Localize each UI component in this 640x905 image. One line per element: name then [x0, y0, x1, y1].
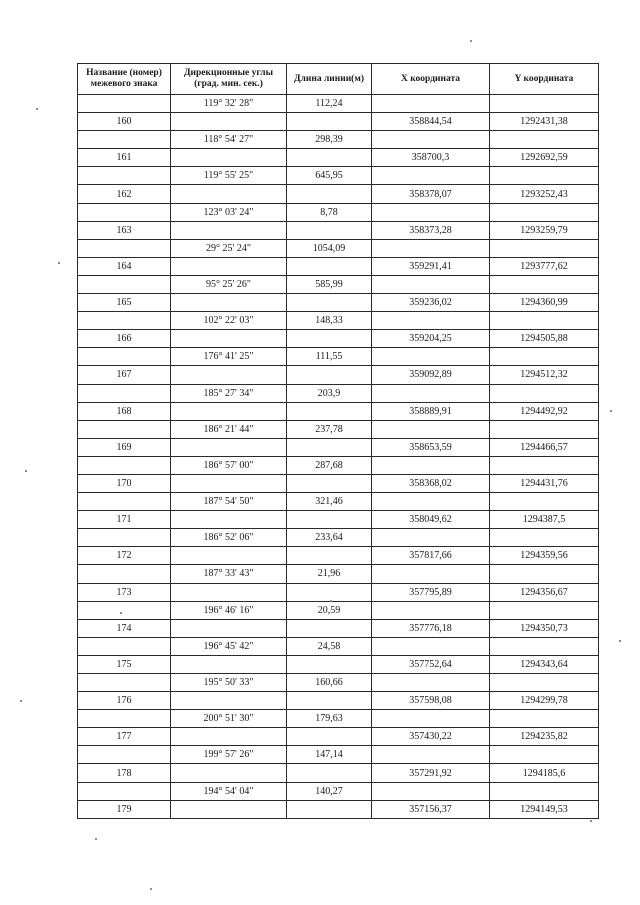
line-length-cell: 203,9 — [287, 384, 372, 402]
table-row — [78, 312, 599, 330]
direction-angle-cell-empty — [171, 800, 287, 818]
x-coordinate-cell-empty — [372, 565, 490, 583]
point-name-cell: 179 — [78, 800, 171, 818]
line-length-cell: 237,78 — [287, 420, 372, 438]
scan-speck — [120, 612, 122, 614]
table-row — [78, 637, 599, 655]
direction-angle-cell-empty — [171, 547, 287, 565]
table-row — [78, 583, 599, 601]
line-length-cell: 112,24 — [287, 95, 372, 113]
point-name-cell-empty — [78, 420, 171, 438]
scan-speck — [610, 410, 612, 412]
line-length-cell-empty — [287, 149, 372, 167]
line-length-cell: 179,63 — [287, 710, 372, 728]
x-coordinate-cell-empty — [372, 275, 490, 293]
x-coordinate-cell: 357430,22 — [372, 728, 490, 746]
line-length-cell-empty — [287, 185, 372, 203]
table-row — [78, 529, 599, 547]
table-row — [78, 511, 599, 529]
y-coordinate-cell-empty — [490, 275, 599, 293]
x-coordinate-cell: 357795,89 — [372, 583, 490, 601]
x-coordinate-cell: 358373,28 — [372, 221, 490, 239]
y-coordinate-cell: 1294492,92 — [490, 402, 599, 420]
x-coordinate-cell-empty — [372, 203, 490, 221]
x-coordinate-cell-empty — [372, 131, 490, 149]
line-length-cell-empty — [287, 764, 372, 782]
table-header-row — [78, 64, 599, 95]
direction-angle-cell: 195° 50' 33" — [171, 674, 287, 692]
y-coordinate-cell-empty — [490, 601, 599, 619]
direction-angle-cell: 118° 54' 27" — [171, 131, 287, 149]
boundary-coordinates-table — [77, 63, 599, 819]
direction-angle-cell-empty — [171, 655, 287, 673]
point-name-cell: 167 — [78, 366, 171, 384]
point-name-cell: 163 — [78, 221, 171, 239]
table-row — [78, 257, 599, 275]
line-length-cell: 298,39 — [287, 131, 372, 149]
line-length-cell-empty — [287, 438, 372, 456]
point-name-cell-empty — [78, 203, 171, 221]
y-coordinate-cell: 1292692,59 — [490, 149, 599, 167]
point-name-cell: 174 — [78, 619, 171, 637]
x-coordinate-cell: 359204,25 — [372, 330, 490, 348]
y-coordinate-cell: 1294350,73 — [490, 619, 599, 637]
table-row — [78, 330, 599, 348]
table-row — [78, 113, 599, 131]
table-row — [78, 782, 599, 800]
x-coordinate-cell-empty — [372, 529, 490, 547]
scan-speck — [58, 262, 60, 264]
direction-angle-cell: 95° 25' 26" — [171, 275, 287, 293]
point-name-cell-empty — [78, 456, 171, 474]
point-name-cell: 170 — [78, 474, 171, 492]
y-coordinate-cell-empty — [490, 420, 599, 438]
x-coordinate-cell-empty — [372, 420, 490, 438]
direction-angle-cell: 123° 03' 24" — [171, 203, 287, 221]
table-row — [78, 456, 599, 474]
direction-angle-cell-empty — [171, 185, 287, 203]
line-length-cell: 1054,09 — [287, 239, 372, 257]
line-length-cell-empty — [287, 692, 372, 710]
point-name-cell-empty — [78, 746, 171, 764]
point-name-cell-empty — [78, 239, 171, 257]
y-coordinate-cell: 1294360,99 — [490, 294, 599, 312]
table-row — [78, 710, 599, 728]
line-length-cell: 147,14 — [287, 746, 372, 764]
scan-speck — [25, 470, 27, 472]
point-name-cell-empty — [78, 710, 171, 728]
x-coordinate-cell-empty — [372, 384, 490, 402]
point-name-cell: 169 — [78, 438, 171, 456]
line-length-cell-empty — [287, 366, 372, 384]
direction-angle-cell-empty — [171, 221, 287, 239]
line-length-cell: 148,33 — [287, 312, 372, 330]
y-coordinate-cell: 1292431,38 — [490, 113, 599, 131]
x-coordinate-cell: 357817,66 — [372, 547, 490, 565]
table-row — [78, 366, 599, 384]
header-line-length: Длина линии(м) — [287, 64, 372, 95]
line-length-cell: 8,78 — [287, 203, 372, 221]
direction-angle-cell-empty — [171, 294, 287, 312]
line-length-cell-empty — [287, 728, 372, 746]
point-name-cell-empty — [78, 637, 171, 655]
point-name-cell: 164 — [78, 257, 171, 275]
x-coordinate-cell: 358049,62 — [372, 511, 490, 529]
y-coordinate-cell: 1294359,56 — [490, 547, 599, 565]
direction-angle-cell: 194° 54' 04" — [171, 782, 287, 800]
y-coordinate-cell: 1294343,64 — [490, 655, 599, 673]
point-name-cell-empty — [78, 601, 171, 619]
x-coordinate-cell-empty — [372, 167, 490, 185]
x-coordinate-cell: 359291,41 — [372, 257, 490, 275]
y-coordinate-cell: 1294149,53 — [490, 800, 599, 818]
line-length-cell: 21,96 — [287, 565, 372, 583]
point-name-cell-empty — [78, 167, 171, 185]
y-coordinate-cell: 1293777,62 — [490, 257, 599, 275]
direction-angle-cell-empty — [171, 619, 287, 637]
table-row — [78, 384, 599, 402]
table-row — [78, 348, 599, 366]
y-coordinate-cell-empty — [490, 95, 599, 113]
line-length-cell-empty — [287, 655, 372, 673]
table-row — [78, 275, 599, 293]
direction-angle-cell: 187° 54' 50" — [171, 493, 287, 511]
table-row — [78, 746, 599, 764]
table-row — [78, 402, 599, 420]
header-x-coordinate: X координата — [372, 64, 490, 95]
y-coordinate-cell-empty — [490, 493, 599, 511]
y-coordinate-cell: 1294387,5 — [490, 511, 599, 529]
direction-angle-cell-empty — [171, 438, 287, 456]
x-coordinate-cell: 357291,92 — [372, 764, 490, 782]
y-coordinate-cell-empty — [490, 348, 599, 366]
y-coordinate-cell: 1294505,88 — [490, 330, 599, 348]
line-length-cell-empty — [287, 294, 372, 312]
line-length-cell: 111,55 — [287, 348, 372, 366]
table-row — [78, 420, 599, 438]
scan-speck — [330, 600, 332, 602]
line-length-cell: 645,95 — [287, 167, 372, 185]
y-coordinate-cell: 1294431,76 — [490, 474, 599, 492]
point-name-cell-empty — [78, 95, 171, 113]
point-name-cell: 176 — [78, 692, 171, 710]
direction-angle-cell: 119° 32' 28" — [171, 95, 287, 113]
x-coordinate-cell-empty — [372, 348, 490, 366]
x-coordinate-cell: 358889,91 — [372, 402, 490, 420]
table-row — [78, 149, 599, 167]
x-coordinate-cell-empty — [372, 239, 490, 257]
x-coordinate-cell: 357156,37 — [372, 800, 490, 818]
line-length-cell: 24,58 — [287, 637, 372, 655]
direction-angle-cell: 187° 33' 43" — [171, 565, 287, 583]
x-coordinate-cell: 357776,18 — [372, 619, 490, 637]
y-coordinate-cell: 1293259,79 — [490, 221, 599, 239]
direction-angle-cell-empty — [171, 474, 287, 492]
direction-angle-cell-empty — [171, 330, 287, 348]
point-name-cell-empty — [78, 565, 171, 583]
line-length-cell: 20,59 — [287, 601, 372, 619]
point-name-cell-empty — [78, 529, 171, 547]
x-coordinate-cell-empty — [372, 312, 490, 330]
point-name-cell: 168 — [78, 402, 171, 420]
point-name-cell-empty — [78, 348, 171, 366]
direction-angle-cell-empty — [171, 149, 287, 167]
point-name-cell: 177 — [78, 728, 171, 746]
scan-speck — [150, 888, 152, 890]
y-coordinate-cell-empty — [490, 203, 599, 221]
table-row — [78, 728, 599, 746]
direction-angle-cell-empty — [171, 113, 287, 131]
x-coordinate-cell-empty — [372, 456, 490, 474]
line-length-cell: 585,99 — [287, 275, 372, 293]
line-length-cell: 140,27 — [287, 782, 372, 800]
x-coordinate-cell: 358653,59 — [372, 438, 490, 456]
point-name-cell-empty — [78, 674, 171, 692]
x-coordinate-cell: 358700,3 — [372, 149, 490, 167]
point-name-cell: 160 — [78, 113, 171, 131]
x-coordinate-cell: 359092,89 — [372, 366, 490, 384]
table-row — [78, 438, 599, 456]
direction-angle-cell: 199° 57' 26" — [171, 746, 287, 764]
direction-angle-cell: 196° 45' 42" — [171, 637, 287, 655]
y-coordinate-cell-empty — [490, 384, 599, 402]
direction-angle-cell-empty — [171, 764, 287, 782]
table-row — [78, 601, 599, 619]
point-name-cell: 162 — [78, 185, 171, 203]
y-coordinate-cell: 1294466,57 — [490, 438, 599, 456]
table-row — [78, 547, 599, 565]
point-name-cell-empty — [78, 131, 171, 149]
y-coordinate-cell: 1294356,67 — [490, 583, 599, 601]
table-row — [78, 294, 599, 312]
point-name-cell-empty — [78, 493, 171, 511]
line-length-cell-empty — [287, 800, 372, 818]
scan-speck — [619, 640, 621, 642]
point-name-cell: 161 — [78, 149, 171, 167]
table-row — [78, 167, 599, 185]
table-row — [78, 203, 599, 221]
point-name-cell-empty — [78, 312, 171, 330]
y-coordinate-cell-empty — [490, 239, 599, 257]
y-coordinate-cell-empty — [490, 565, 599, 583]
direction-angle-cell-empty — [171, 402, 287, 420]
direction-angle-cell-empty — [171, 692, 287, 710]
x-coordinate-cell-empty — [372, 710, 490, 728]
y-coordinate-cell-empty — [490, 167, 599, 185]
y-coordinate-cell: 1294299,78 — [490, 692, 599, 710]
table-row — [78, 221, 599, 239]
point-name-cell: 166 — [78, 330, 171, 348]
direction-angle-cell: 186° 57' 00" — [171, 456, 287, 474]
x-coordinate-cell: 358844,54 — [372, 113, 490, 131]
direction-angle-cell: 176° 41' 25" — [171, 348, 287, 366]
table-row — [78, 692, 599, 710]
point-name-cell: 178 — [78, 764, 171, 782]
scan-speck — [20, 700, 22, 702]
x-coordinate-cell-empty — [372, 601, 490, 619]
y-coordinate-cell: 1293252,43 — [490, 185, 599, 203]
x-coordinate-cell-empty — [372, 674, 490, 692]
y-coordinate-cell: 1294185,6 — [490, 764, 599, 782]
y-coordinate-cell-empty — [490, 131, 599, 149]
header-point-name: Название (номер) межевого знака — [78, 64, 171, 95]
header-y-coordinate: Y координата — [490, 64, 599, 95]
y-coordinate-cell-empty — [490, 674, 599, 692]
direction-angle-cell-empty — [171, 366, 287, 384]
table-row — [78, 239, 599, 257]
y-coordinate-cell: 1294512,32 — [490, 366, 599, 384]
y-coordinate-cell-empty — [490, 529, 599, 547]
table-row — [78, 185, 599, 203]
table-row — [78, 565, 599, 583]
y-coordinate-cell-empty — [490, 746, 599, 764]
direction-angle-cell: 200° 51' 30" — [171, 710, 287, 728]
y-coordinate-cell: 1294235,82 — [490, 728, 599, 746]
y-coordinate-cell-empty — [490, 312, 599, 330]
point-name-cell: 173 — [78, 583, 171, 601]
scan-speck — [36, 108, 38, 110]
direction-angle-cell-empty — [171, 257, 287, 275]
point-name-cell-empty — [78, 275, 171, 293]
line-length-cell: 233,64 — [287, 529, 372, 547]
x-coordinate-cell-empty — [372, 782, 490, 800]
x-coordinate-cell-empty — [372, 746, 490, 764]
table-row — [78, 619, 599, 637]
point-name-cell: 165 — [78, 294, 171, 312]
table-row — [78, 474, 599, 492]
point-name-cell: 175 — [78, 655, 171, 673]
x-coordinate-cell: 357598,08 — [372, 692, 490, 710]
direction-angle-cell: 102° 22' 03" — [171, 312, 287, 330]
line-length-cell: 160,66 — [287, 674, 372, 692]
table-row — [78, 800, 599, 818]
x-coordinate-cell-empty — [372, 493, 490, 511]
x-coordinate-cell: 358368,02 — [372, 474, 490, 492]
y-coordinate-cell-empty — [490, 456, 599, 474]
line-length-cell-empty — [287, 547, 372, 565]
direction-angle-cell: 186° 52' 06" — [171, 529, 287, 547]
x-coordinate-cell: 358378,07 — [372, 185, 490, 203]
direction-angle-cell: 29° 25' 24" — [171, 239, 287, 257]
line-length-cell-empty — [287, 402, 372, 420]
y-coordinate-cell-empty — [490, 637, 599, 655]
line-length-cell-empty — [287, 583, 372, 601]
line-length-cell-empty — [287, 330, 372, 348]
line-length-cell-empty — [287, 257, 372, 275]
direction-angle-cell-empty — [171, 728, 287, 746]
point-name-cell-empty — [78, 782, 171, 800]
line-length-cell-empty — [287, 221, 372, 239]
table-row — [78, 131, 599, 149]
x-coordinate-cell-empty — [372, 95, 490, 113]
table-row — [78, 764, 599, 782]
point-name-cell: 172 — [78, 547, 171, 565]
y-coordinate-cell-empty — [490, 710, 599, 728]
scan-speck — [95, 838, 97, 840]
direction-angle-cell-empty — [171, 583, 287, 601]
direction-angle-cell: 186° 21' 44" — [171, 420, 287, 438]
table-row — [78, 674, 599, 692]
scan-speck — [470, 40, 472, 42]
line-length-cell-empty — [287, 474, 372, 492]
point-name-cell-empty — [78, 384, 171, 402]
direction-angle-cell: 119° 55' 25" — [171, 167, 287, 185]
x-coordinate-cell: 357752,64 — [372, 655, 490, 673]
line-length-cell: 287,68 — [287, 456, 372, 474]
direction-angle-cell: 185° 27' 34" — [171, 384, 287, 402]
x-coordinate-cell-empty — [372, 637, 490, 655]
y-coordinate-cell-empty — [490, 782, 599, 800]
direction-angle-cell-empty — [171, 511, 287, 529]
direction-angle-cell: 196° 46' 16" — [171, 601, 287, 619]
x-coordinate-cell: 359236,02 — [372, 294, 490, 312]
table-row — [78, 493, 599, 511]
header-direction-angle: Дирекционные углы (град. мин. сек.) — [171, 64, 287, 95]
scan-speck — [590, 820, 592, 822]
line-length-cell-empty — [287, 619, 372, 637]
table-body — [78, 95, 599, 819]
line-length-cell-empty — [287, 113, 372, 131]
table-row — [78, 95, 599, 113]
line-length-cell: 321,46 — [287, 493, 372, 511]
point-name-cell: 171 — [78, 511, 171, 529]
table-row — [78, 655, 599, 673]
line-length-cell-empty — [287, 511, 372, 529]
